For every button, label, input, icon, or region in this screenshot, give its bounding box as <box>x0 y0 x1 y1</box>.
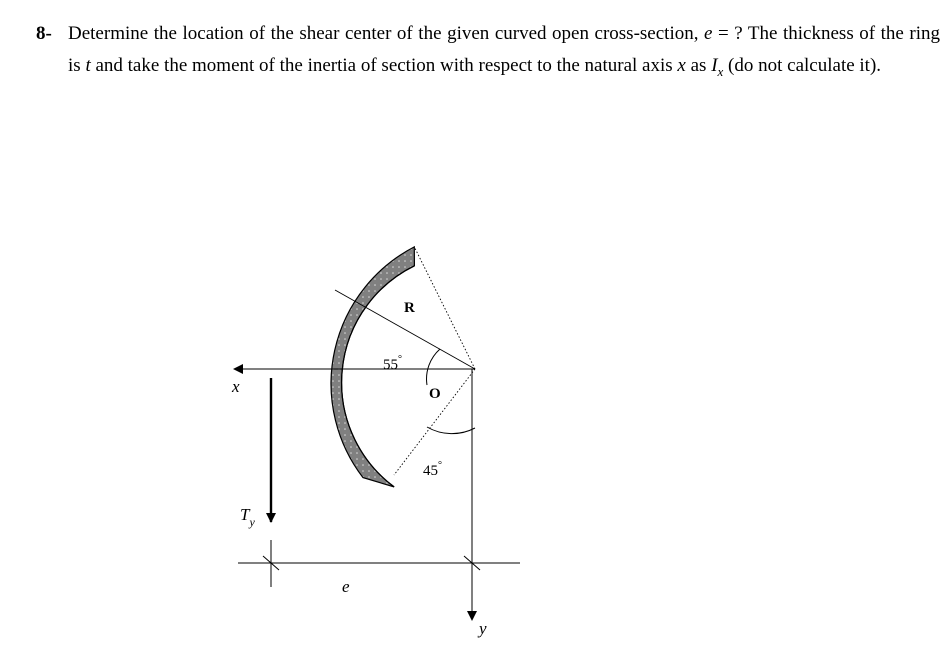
curved-ring-section <box>331 247 414 487</box>
label-R: R <box>404 300 415 316</box>
as-word: as <box>690 55 707 76</box>
eq-question: = ? <box>718 23 743 44</box>
angle-arc-45 <box>427 427 475 434</box>
angle-arc-55 <box>427 349 440 385</box>
radial-line-top <box>414 247 475 369</box>
var-e: e <box>704 23 713 44</box>
label-angle-45: 45° <box>423 460 442 479</box>
text-part-d: (do not calculate it). <box>728 55 882 76</box>
text-part-c: and take the moment of the inertia of section with respect to the natural axis <box>95 55 673 76</box>
label-angle-55: 55° <box>383 354 402 373</box>
var-x: x <box>677 55 686 76</box>
text-part-b: The thickness of the ring is <box>68 23 940 76</box>
label-force-T: $T_y$ <box>240 505 255 529</box>
label-y-axis: y <box>479 619 487 638</box>
problem-number: 8- <box>36 23 52 44</box>
var-I: $I_x$ <box>711 55 724 79</box>
label-x-axis: x <box>232 377 240 396</box>
text-part-a: Determine the location of the shear center of the given curved open cross-section, <box>68 23 699 44</box>
var-t: t <box>85 55 91 76</box>
label-dim-e: e <box>342 577 350 596</box>
label-O: O <box>429 386 441 402</box>
radial-line-bottom <box>394 369 475 475</box>
